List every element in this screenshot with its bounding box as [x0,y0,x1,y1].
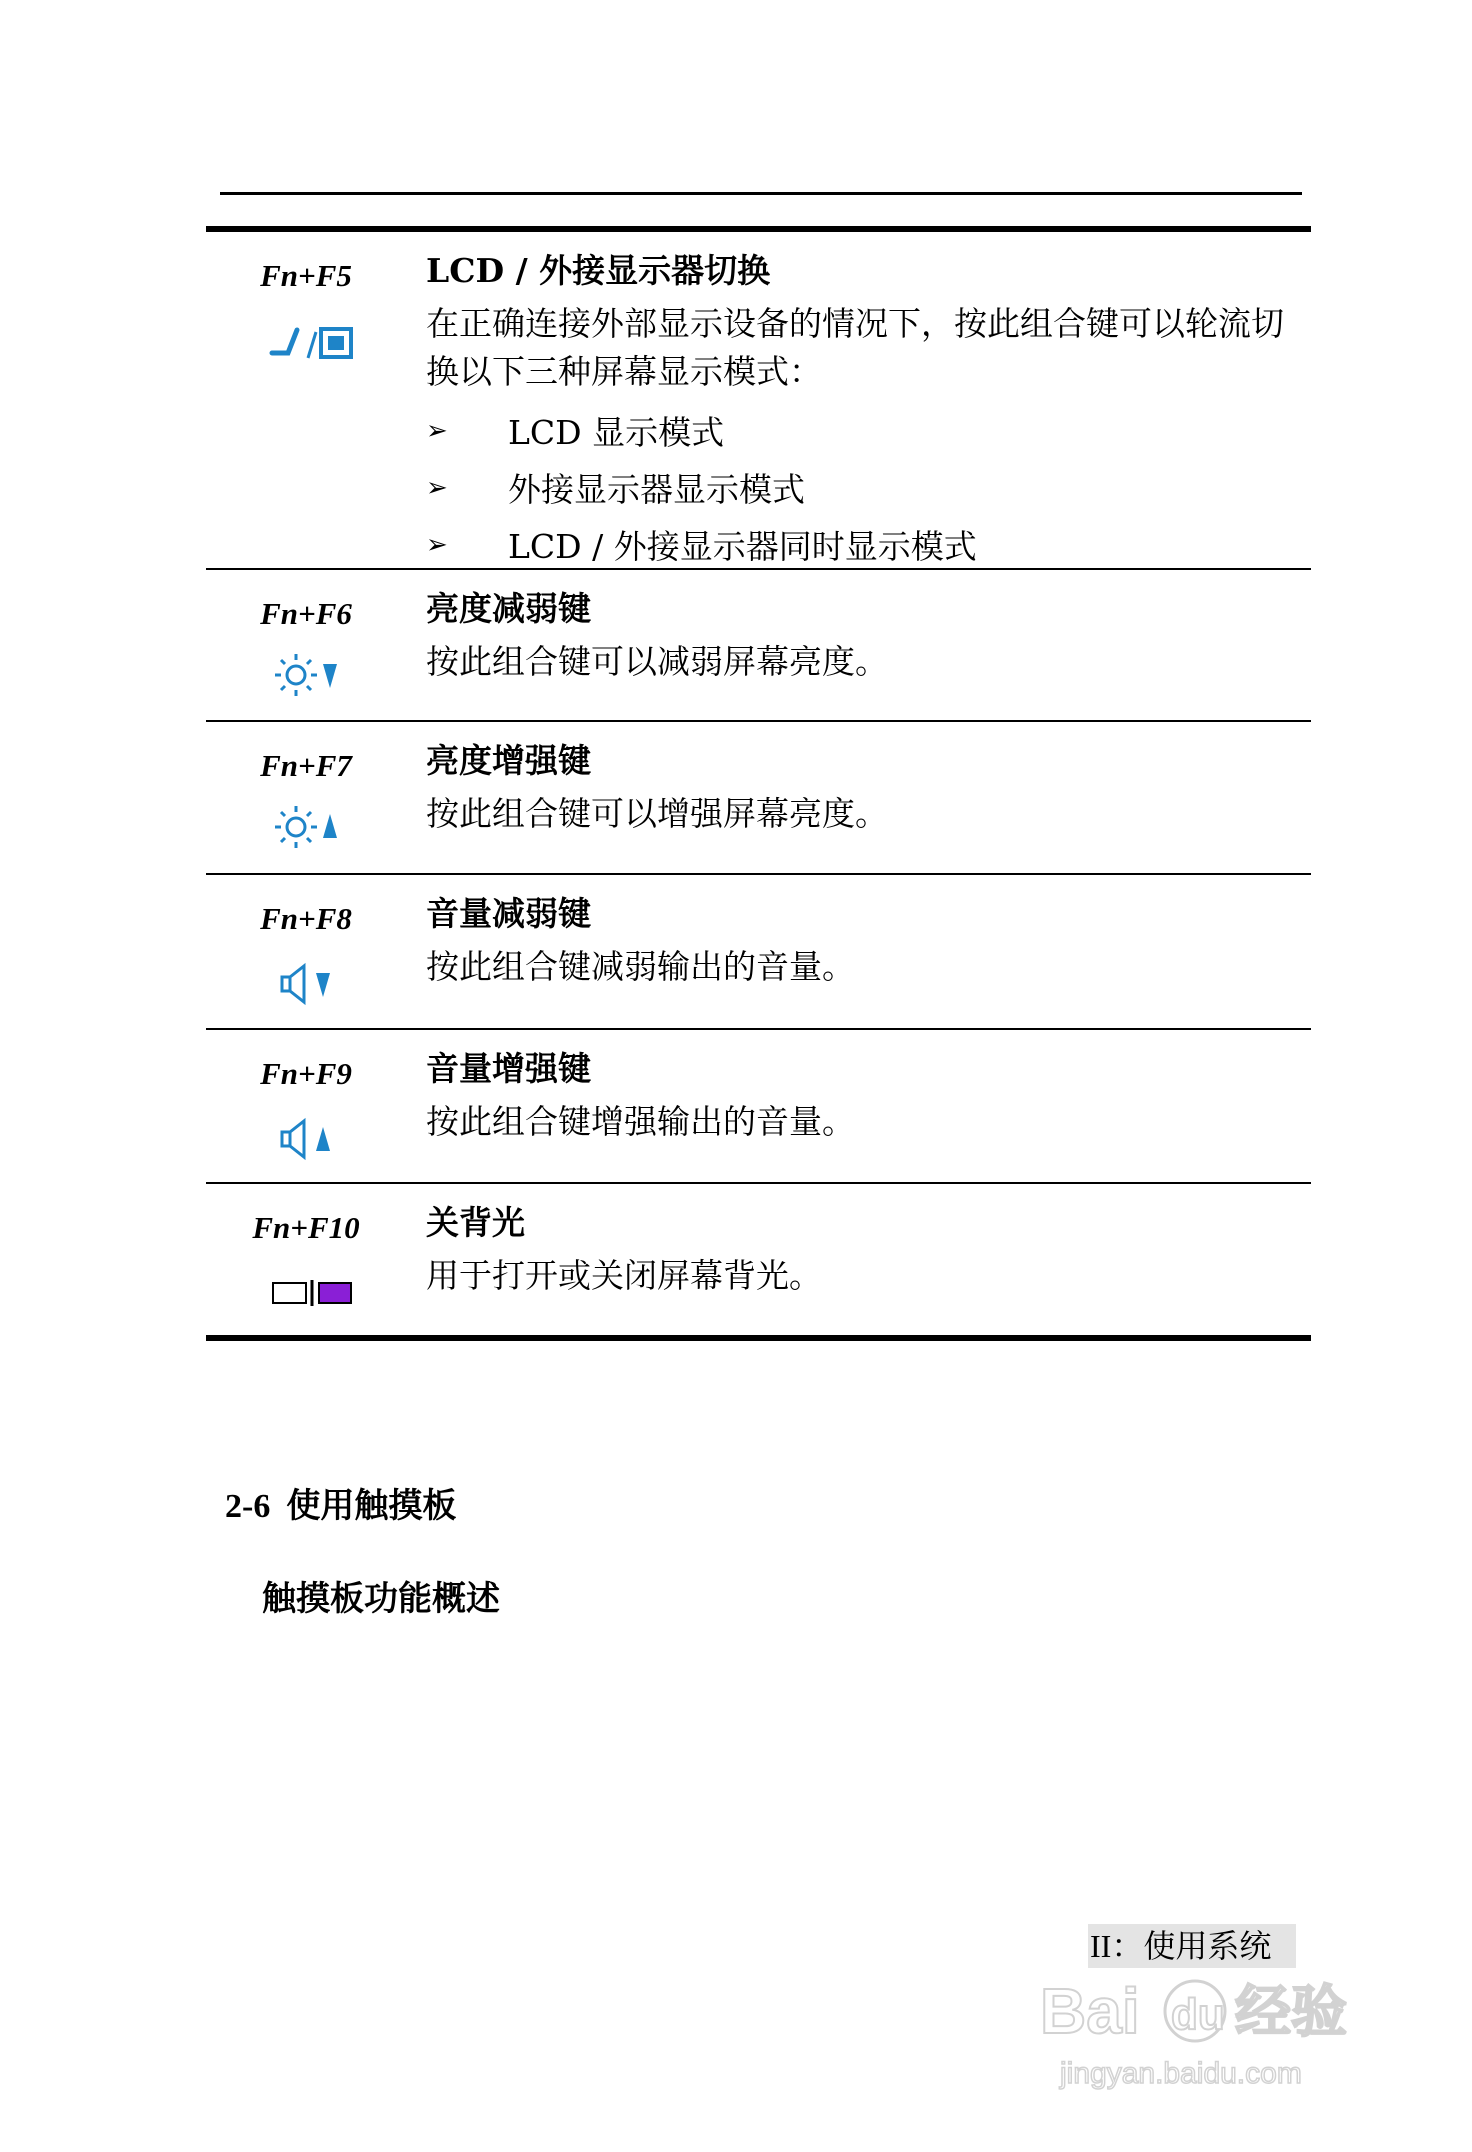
key-label: Fn+F10 [252,1210,360,1245]
key-label: Fn+F9 [260,1056,352,1091]
svg-text:Bai: Bai [1040,1975,1140,2047]
row-description: 按此组合键可以增强屏幕亮度。 [426,794,888,833]
page-footer [1088,1924,1296,1968]
row-title: 音量减弱键 [426,894,591,933]
svg-text:du: du [1171,1990,1225,2039]
brightness-down-icon [246,650,366,704]
mode-list [426,402,1301,573]
table-row [206,1184,1311,1341]
section-title: 使用触摸板 [286,1486,457,1526]
subsection-heading: 触摸板功能概述 [262,1579,500,1619]
list-item-text: LCD 显示模式 [508,413,725,452]
table-row [206,875,1311,1030]
volume-down-icon [246,959,366,1013]
row-title: 亮度减弱键 [426,589,591,628]
display-toggle-icon [246,320,366,374]
list-item-text: LCD / 外接显示器同时显示模式 [508,527,977,566]
header-rule [220,192,1302,195]
list-item [426,402,1301,459]
section-heading [225,1478,456,1527]
table-row [206,232,1311,570]
key-label: Fn+F7 [260,748,352,783]
bullet-arrow-icon: ➢ [426,529,448,560]
list-item [426,516,1301,573]
baidu-watermark [1040,1965,1380,2095]
table-row [206,1030,1311,1184]
backlight-toggle-icon [246,1272,366,1316]
row-title: 亮度增强键 [426,741,591,780]
row-title: 关背光 [426,1203,525,1242]
volume-up-icon [246,1114,366,1168]
footer-separator: ： [1111,1927,1144,1965]
key-label: Fn+F8 [260,901,352,936]
list-item [426,459,1301,516]
footer-label: 使用系统 [1143,1927,1272,1965]
section-number: 2-6 [225,1488,271,1525]
table-row [206,722,1311,875]
row-title: 音量增强键 [426,1049,591,1088]
svg-text:jingyan.baidu.com: jingyan.baidu.com [1060,2057,1302,2090]
bullet-arrow-icon: ➢ [426,472,448,503]
fn-key-table [206,226,1311,1341]
key-label: Fn+F6 [260,596,352,631]
bullet-arrow-icon: ➢ [426,415,448,446]
row-description: 按此组合键可以减弱屏幕亮度。 [426,642,888,681]
table-row [206,570,1311,722]
chapter-roman: II [1090,1928,1112,1964]
row-description: 按此组合键减弱输出的音量。 [426,947,855,986]
row-description: 在正确连接外部显示设备的情况下，按此组合键可以轮流切换以下三种屏幕显示模式： [426,304,1284,391]
row-description: 用于打开或关闭屏幕背光。 [426,1256,822,1295]
row-title: LCD / 外接显示器切换 [426,251,771,290]
key-label: Fn+F5 [260,258,352,293]
svg-text:经验: 经验 [1235,1980,1347,2045]
brightness-up-icon [246,802,366,856]
list-item-text: 外接显示器显示模式 [508,470,805,509]
row-description: 按此组合键增强输出的音量。 [426,1102,855,1141]
